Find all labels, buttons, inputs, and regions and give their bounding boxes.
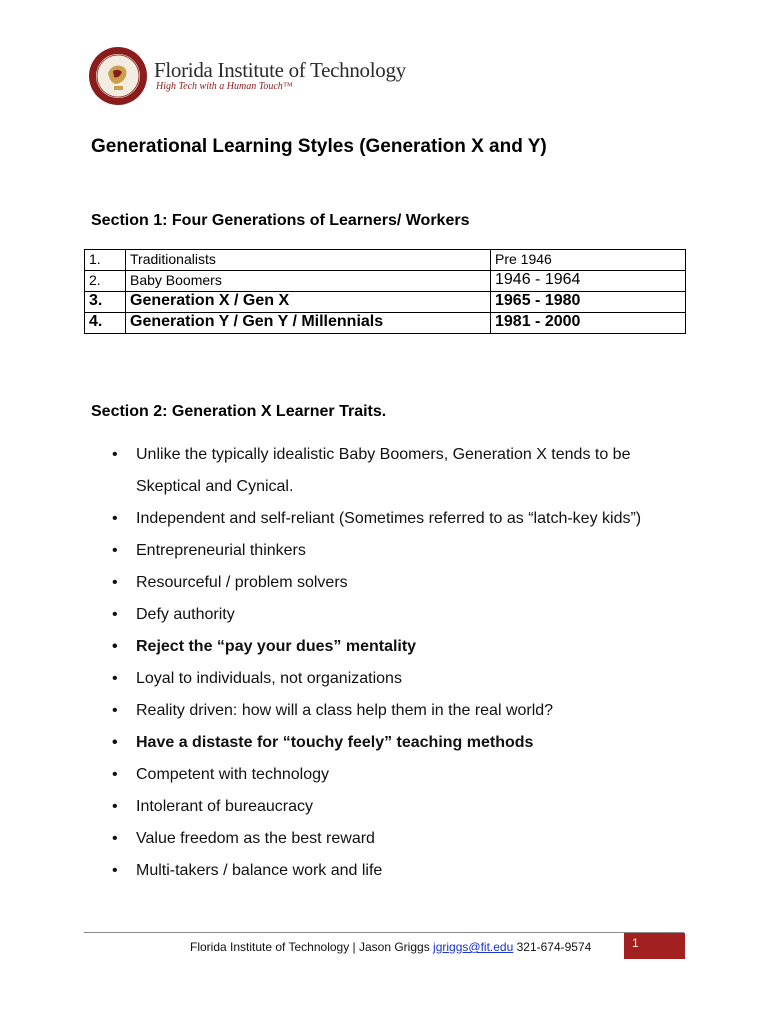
section-1-heading: Section 1: Four Generations of Learners/ Workers [91,212,470,229]
row-number: 1. [85,250,126,271]
footer-divider [84,932,684,933]
list-item [110,823,690,855]
header [88,44,406,108]
bullet-icon: • [112,862,118,879]
trait-text: Independent and self-reliant (Sometimes referred to as “latch-key kids”) [136,510,642,527]
row-number: 4. [85,313,126,334]
trait-text: Have a distaste for “touchy feely” teaching methods [136,734,534,751]
page-title: Generational Learning Styles (Generation X and Y) [91,136,547,157]
list-item [110,759,690,791]
row-number: 3. [85,292,126,313]
list-item [110,599,690,631]
generation-years: 1946 - 1964 [491,271,686,292]
trait-text: Loyal to individuals, not organizations [136,670,402,687]
section-2-heading: Section 2: Generation X Learner Traits. [91,403,387,420]
traits-list [110,439,690,887]
bullet-icon: • [112,606,118,623]
row-number: 2. [85,271,126,292]
trait-text: Reject the “pay your dues” mentality [136,638,417,655]
trait-text: Value freedom as the best reward [136,830,375,847]
brand-block [154,59,406,93]
list-item [110,663,690,695]
trait-text: Competent with technology [136,766,329,783]
trait-text: Intolerant of bureaucracy [136,798,313,815]
table-row [85,292,686,313]
generation-years: 1981 - 2000 [491,313,686,334]
logo-tagline: High Tech with a Human Touch™ [156,81,293,92]
footer-prefix: Florida Institute of Technology | Jason Griggs [190,940,434,954]
list-item [110,727,690,759]
bullet-icon: • [112,766,118,783]
logo-name: Florida Institute of Technology [154,58,406,82]
generation-name: Baby Boomers [126,271,491,292]
bullet-icon: • [112,830,118,847]
bullet-icon: • [112,574,118,591]
trait-text: Entrepreneurial thinkers [136,542,306,559]
generation-name: Generation Y / Gen Y / Millennials [126,313,491,334]
list-item [110,631,690,663]
bullet-icon: • [112,638,118,655]
list-item [110,791,690,823]
list-item [110,439,690,503]
trait-text: Reality driven: how will a class help them in the real world? [136,702,554,719]
generations-table [84,249,686,334]
bullet-icon: • [112,510,118,527]
list-item [110,567,690,599]
generation-years: Pre 1946 [491,250,686,271]
bullet-icon: • [112,798,118,815]
page-number-badge [624,933,685,959]
bullet-icon: • [112,734,118,751]
generation-name: Traditionalists [126,250,491,271]
footer-email-link[interactable]: jgriggs@fit.edu [433,940,514,954]
table-row [85,250,686,271]
university-seal-icon [88,46,148,106]
trait-text: Unlike the typically idealistic Baby Boomers, Generation X tends to be Skeptical and Cynical. [136,446,631,495]
bullet-icon: • [112,542,118,559]
list-item [110,855,690,887]
page-number: 1 [632,936,639,950]
list-item [110,535,690,567]
table-row [85,313,686,334]
generation-name: Generation X / Gen X [126,292,491,313]
table-row [85,271,686,292]
list-item [110,695,690,727]
bullet-icon: • [112,670,118,687]
trait-text: Defy authority [136,606,235,623]
generation-years: 1965 - 1980 [491,292,686,313]
bullet-icon: • [112,702,118,719]
trait-text: Multi-takers / balance work and life [136,862,383,879]
trait-text: Resourceful / problem solvers [136,574,348,591]
footer-phone: 321-674-9574 [513,940,592,954]
list-item [110,503,690,535]
footer [190,938,591,956]
bullet-icon: • [112,446,118,463]
